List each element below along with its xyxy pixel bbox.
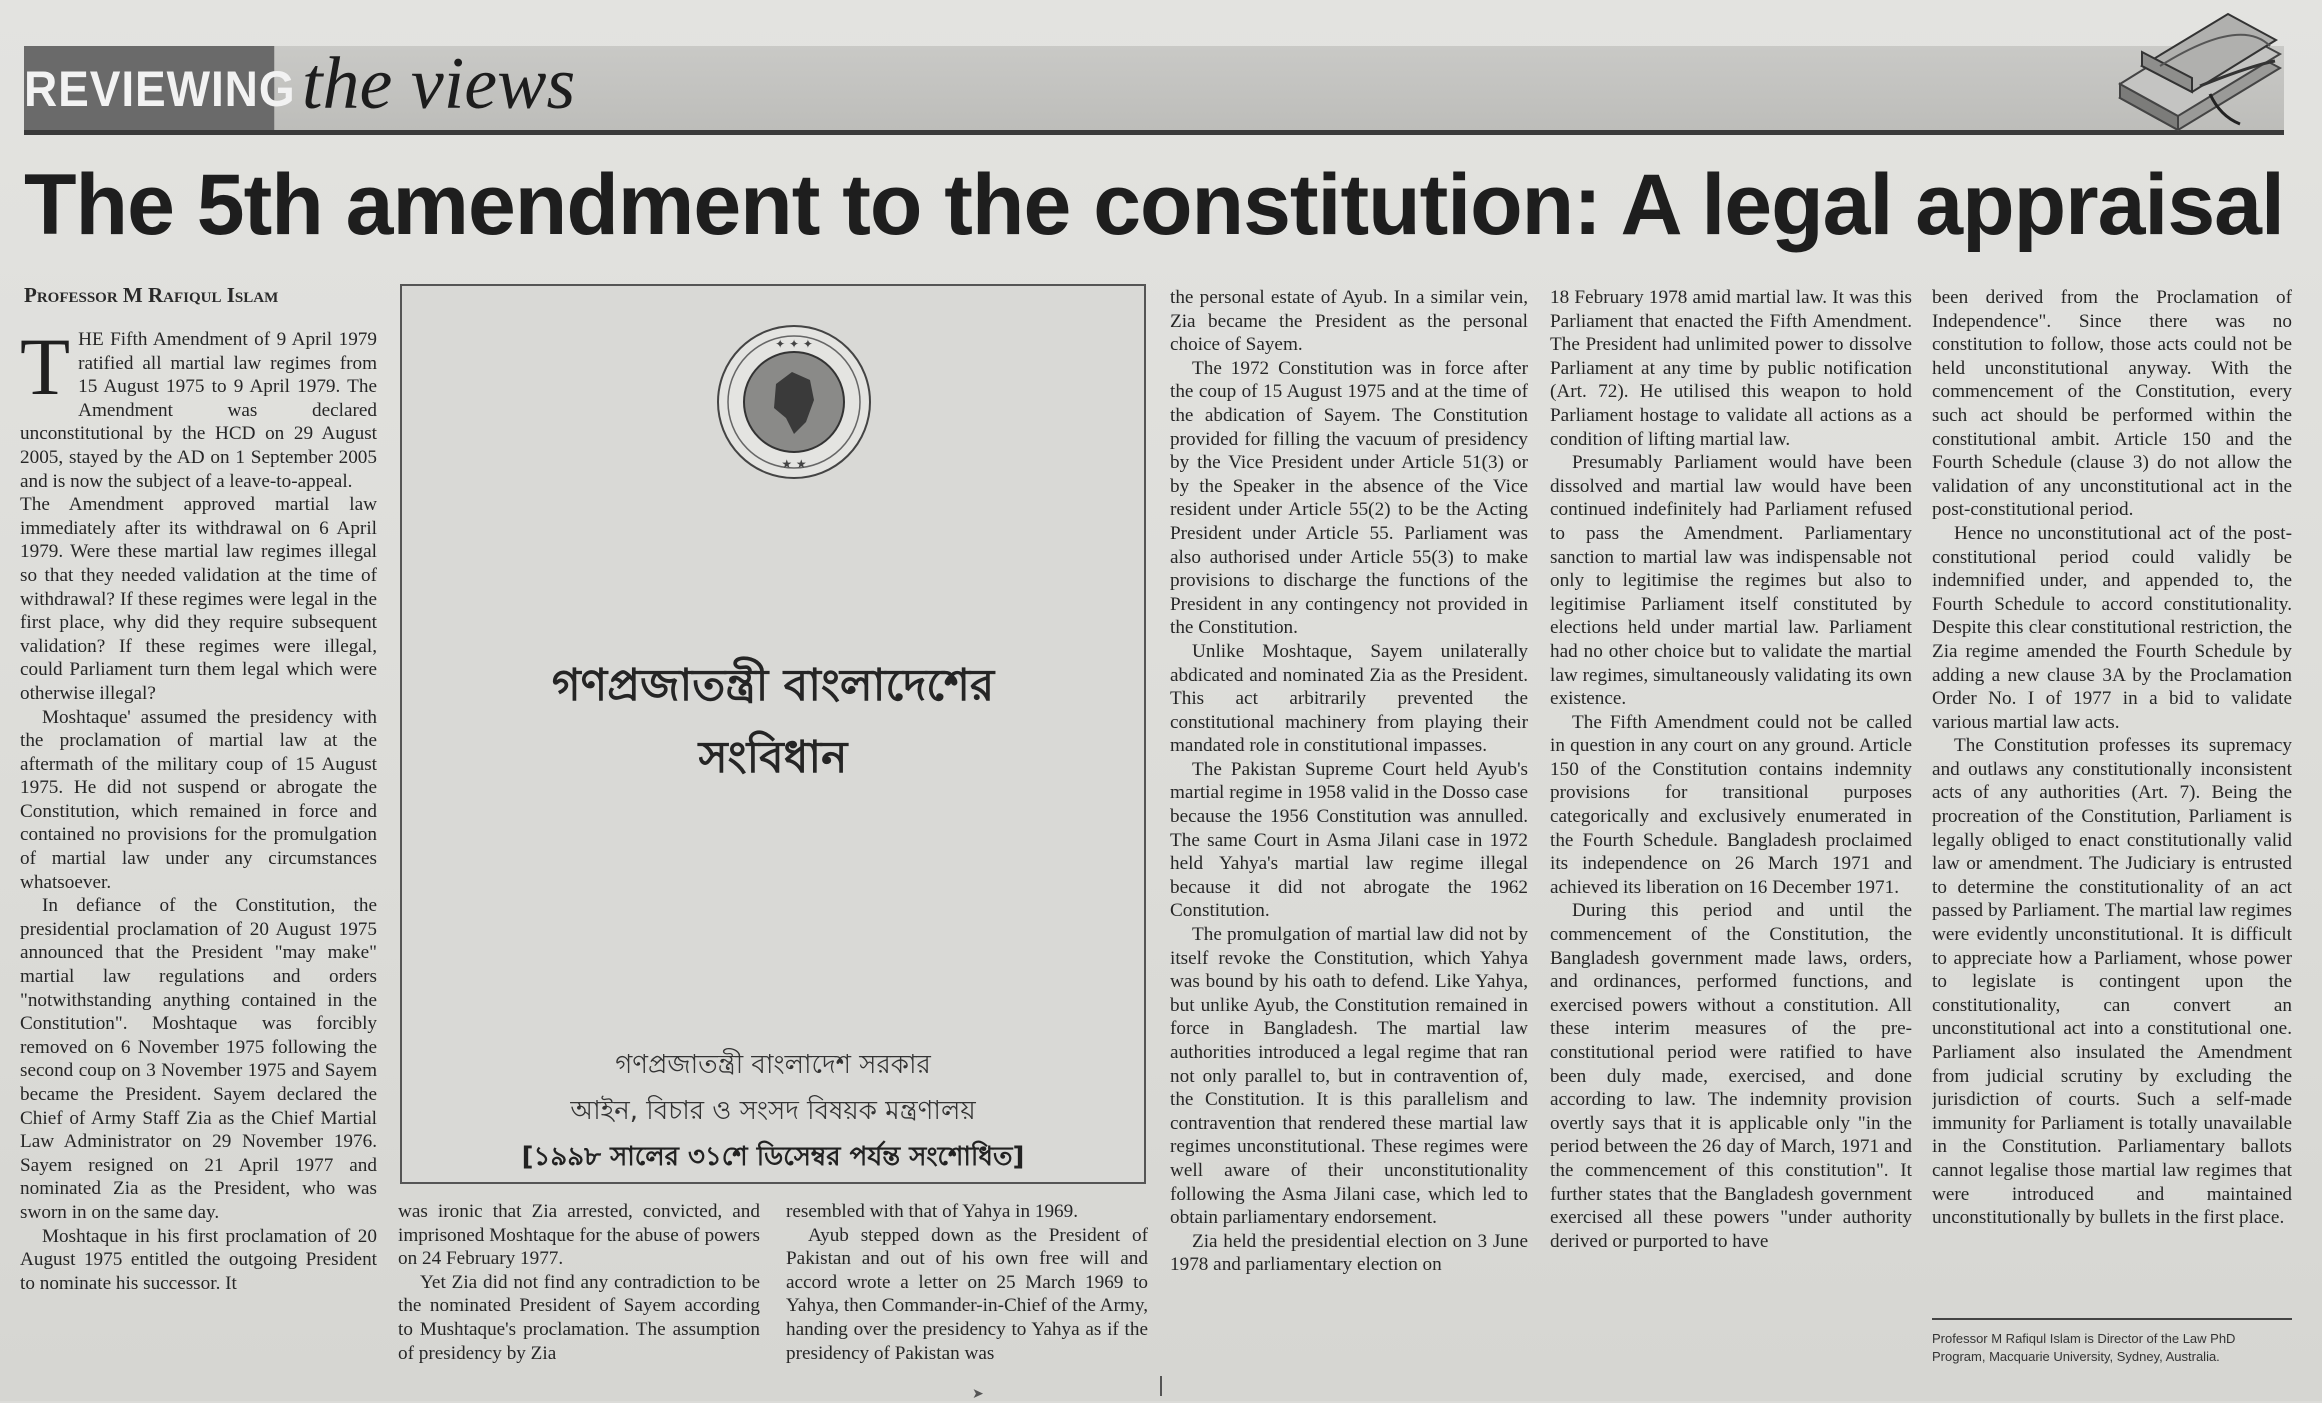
article-column-1 bbox=[20, 328, 377, 1388]
section-title: the views bbox=[302, 43, 576, 125]
cursor-arrow-icon: ➤ bbox=[972, 1387, 984, 1402]
cover-footer bbox=[402, 1042, 1144, 1180]
bio-divider bbox=[1932, 1318, 2292, 1320]
cover-publisher: গণপ্রজাতন্ত্রী বাংলাদেশ সরকার bbox=[615, 1050, 931, 1080]
paragraph: The 1972 Constitution was in force after the coup of 15 August 1975 and at the time of the abdication of Sayem. The Constitution provided for filling the vacuum of presidency by the Vice President under Article 51(3) or by the Speaker in the absence of the Vice resident under Article 55(2) to be the Acting President under Article 55. Parliament was also authorised under Article 55(3) to make provisions to discharge the functions of the President in any contingency not provided in the Constitution. bbox=[1170, 357, 1528, 639]
books-icon bbox=[2100, 6, 2290, 136]
article-column-5 bbox=[1932, 286, 2292, 1326]
paragraph: Moshtaque in his first proclamation of 20 August 1975 entitled the outgoing President to nominate his successor. It bbox=[20, 1225, 377, 1294]
column-rule bbox=[1160, 1376, 1162, 1396]
paragraph: Unlike Moshtaque, Sayem unilaterally abdicated and nominated Zia as the President. This act arbitrarily prevented the constitutional machinery from playing their mandated role in constitutional impasses. bbox=[1170, 640, 1528, 757]
cover-amended-note: [১৯৯৮ সালের ৩১শে ডিসেম্বর পর্যন্ত সংশোধিত] bbox=[521, 1142, 1025, 1172]
paragraph: Yet Zia did not find any contradiction to be the nominated President of Sayem according to Mushtaque's proclamation. The assumption of presidency by Zia bbox=[398, 1271, 760, 1364]
svg-text:★ ★: ★ ★ bbox=[781, 457, 807, 471]
paragraph: Ayub stepped down as the President of Pakistan and out of his own free will and accord wrote a letter on 25 March 1969 to Yahya, then Commander-in-Chief of the Army, handing over the presidency to Yahya as if the presidency of Pakistan was bbox=[786, 1224, 1148, 1364]
paragraph: Presumably Parliament would have been dissolved and martial law would have been continued indefinitely had Parliament refused to pass the Amendment. Parliamentary sanction to martial law was indispensable not only to legitimise the regimes but also to legitimise Parliament itself constituted by elections held under martial law. Parliament had no other choice but to validate the martial law regimes, simultaneously validating its own existence. bbox=[1550, 452, 1912, 710]
drop-cap: T bbox=[20, 328, 71, 412]
cover-title-line-2: সংবিধান bbox=[698, 732, 848, 783]
cover-title-line-1: গণপ্রজাতন্ত্রী বাংলাদেশের bbox=[551, 660, 995, 711]
paragraph: During this period and until the commencement of the Constitution, the Bangladesh government made laws, orders, and ordinances, performed functions, and exercised powers without a constitution. All these interim measures of the pre-constitutional period were ratified to have been duly made, exercised, and done according to law. The indemnity provision overtly says that it is applicable only "in the period between the 26 day of March, 1971 and the commencement of this constitution". It further states that the Bangladesh government exercised all these powers "under authority derived or purported to have bbox=[1550, 900, 1912, 1252]
paragraph: was ironic that Zia arrested, convicted, and imprisoned Moshtaque for the abuse of powers on 24 February 1977. bbox=[398, 1201, 760, 1270]
paragraph: The Fifth Amendment could not be called in question in any court on any ground. Article 150 of the Constitution contains indemnity provisions for transitional purposes categorically and exclusively enumerated in the Fourth Schedule. Bangladesh proclaimed its independence on 26 March 1971 and achieved its liberation on 16 December 1971. bbox=[1550, 711, 1912, 898]
paragraph: 18 February 1978 amid martial law. It was this Parliament that enacted the Fifth Amendment. The President had unlimited power to dissolve Parliament at any time by public notification (Art. 72). He utilised this weapon to hold Parliament hostage to validate all actions as a condition of lifting martial law. bbox=[1550, 287, 1912, 450]
article-column-2 bbox=[398, 1200, 760, 1380]
article-column-2b bbox=[786, 1200, 1148, 1380]
paragraph: The Amendment approved martial law immediately after its withdrawal on 6 April 1979. Were these martial law regimes illegal so that they needed validation at the time of withdrawal? If these regimes were legal in the first place, why did they require subsequent validation? If these regimes were illegal, could Parliament turn them legal which were otherwise illegal? bbox=[20, 494, 377, 704]
government-seal-icon bbox=[714, 322, 874, 482]
cover-ministry: আইন, বিচার ও সংসদ বিষয়ক মন্ত্রণালয় bbox=[570, 1096, 976, 1126]
paragraph: the personal estate of Ayub. In a similar vein, Zia became the President as the personal choice of Sayem. bbox=[1170, 287, 1528, 356]
author-bio: Professor M Rafiqul Islam is Director of the Law PhD Program, Macquarie University, Sydney, Australia. bbox=[1932, 1331, 2236, 1364]
paragraph: The promulgation of martial law did not by itself revoke the Constitution, which Yahya was bound by his oath to defend. Like Yahya, but unlike Ayub, the Constitution remained in force in Bangladesh. The martial law authorities introduced a legal regime that ran not only parallel to, but in contravention of, the Constitution. It is this parallelism and contravention that rendered these martial law regimes unconstitutional. These regimes were well aware of their unconstitutionality following the Asma Jilani case, which led to obtain parliamentary endorsement. bbox=[1170, 924, 1528, 1229]
paragraph: Zia held the presidential election on 3 June 1978 and parliamentary election on bbox=[1170, 1230, 1528, 1276]
headline: The 5th amendment to the constitution: A legal appraisal bbox=[24, 157, 2284, 253]
paragraph: been derived from the Proclamation of Independence". Since there was no constitution to follow, those acts could not be held unconstitutional anyway. With the commencement of the Constitution, every such act should be performed within the constitutional ambit. Article 150 and the Fourth Schedule (clause 3) do not allow the validation of any unconstitutional act in the post-constitutional period. bbox=[1932, 287, 2292, 521]
article-column-4 bbox=[1550, 286, 1912, 1386]
paragraph: The Pakistan Supreme Court held Ayub's martial regime in 1958 valid in the Dosso case because the 1956 Constitution was annulled. The same Court in Asma Jilani case in 1972 held Yahya's martial law regime illegal because it did not abrogate the 1962 Constitution. bbox=[1170, 758, 1528, 922]
paragraph: The Constitution professes its supremacy and outlaws any constitutionally inconsistent acts of any authorities (Art. 7). Being the procreation of the Constitution, Parliament is legally obliged to enact constitutionally valid law or amendment. The Judiciary is entrusted to determine the constitutionality of an act passed by Parliament. The martial law regimes were evidently unconstitutional. It is difficult to appreciate how a Parliament, whose power to legislate is contingent upon the constitutionality, can convert an unconstitutional act into a constitutional one. Parliament also insulated the Amendment from judicial scrutiny by excluding the jurisdiction of courts. Such a self-made immunity for Parliament is totally unavailable in the Constitution. Parliamentary ballots cannot legalise those martial law regimes that were introduced and maintained unconstitutionally by bullets in the first place. bbox=[1932, 735, 2292, 1229]
paragraph: Moshtaque' assumed the presidency with the proclamation of martial law at the aftermath of the military coup of 15 August 1975. He did not suspend or abrogate the Constitution, which remained in force and contained no provisions for the promulgation of martial law under any circumstances whatsoever. bbox=[20, 706, 377, 893]
paragraph: resembled with that of Yahya in 1969. bbox=[786, 1201, 1079, 1222]
paragraph: In defiance of the Constitution, the presidential proclamation of 20 August 1975 announced that the President "may make" martial law regulations and orders "notwithstanding anything contained in the Constitution". Moshtaque was forcibly removed on 6 November 1975 following the second coup on 3 November 1975 and Sayem became the President. Sayem declared the Chief of Army Staff Zia as the Chief Martial Law Administrator on 29 November 1976. Sayem resigned on 21 April 1977 and nominated Zia as the President, who was sworn in on the same day. bbox=[20, 895, 377, 1223]
cover-title bbox=[402, 650, 1144, 794]
constitution-cover-image bbox=[400, 284, 1146, 1184]
paragraph: THE Fifth Amendment of 9 April 1979 ratified all martial law regimes from 15 August 1975 to 9 April 1979. The Amendment was declared unconstitutional by the HCD on 29 August 2005, stayed by the AD on 1 September 2005 and is now the subject of a leave-to-appeal. bbox=[20, 328, 377, 492]
svg-text:✦ ✦ ✦: ✦ ✦ ✦ bbox=[775, 337, 813, 351]
section-kicker: REVIEWING bbox=[24, 46, 274, 130]
paragraph: Hence no unconstitutional act of the post-constitutional period could validly be indemnified under, and appended to, the Fourth Schedule to accord constitutionality. Despite this clear constitutional restriction, the Zia regime amended the Fourth Schedule by adding a new clause 3A by the Proclamation Order No. I of 1977 in a bid to validate various martial law acts. bbox=[1932, 522, 2292, 733]
article-column-3 bbox=[1170, 286, 1528, 1386]
byline: Professor M Rafiqul Islam bbox=[24, 283, 279, 307]
